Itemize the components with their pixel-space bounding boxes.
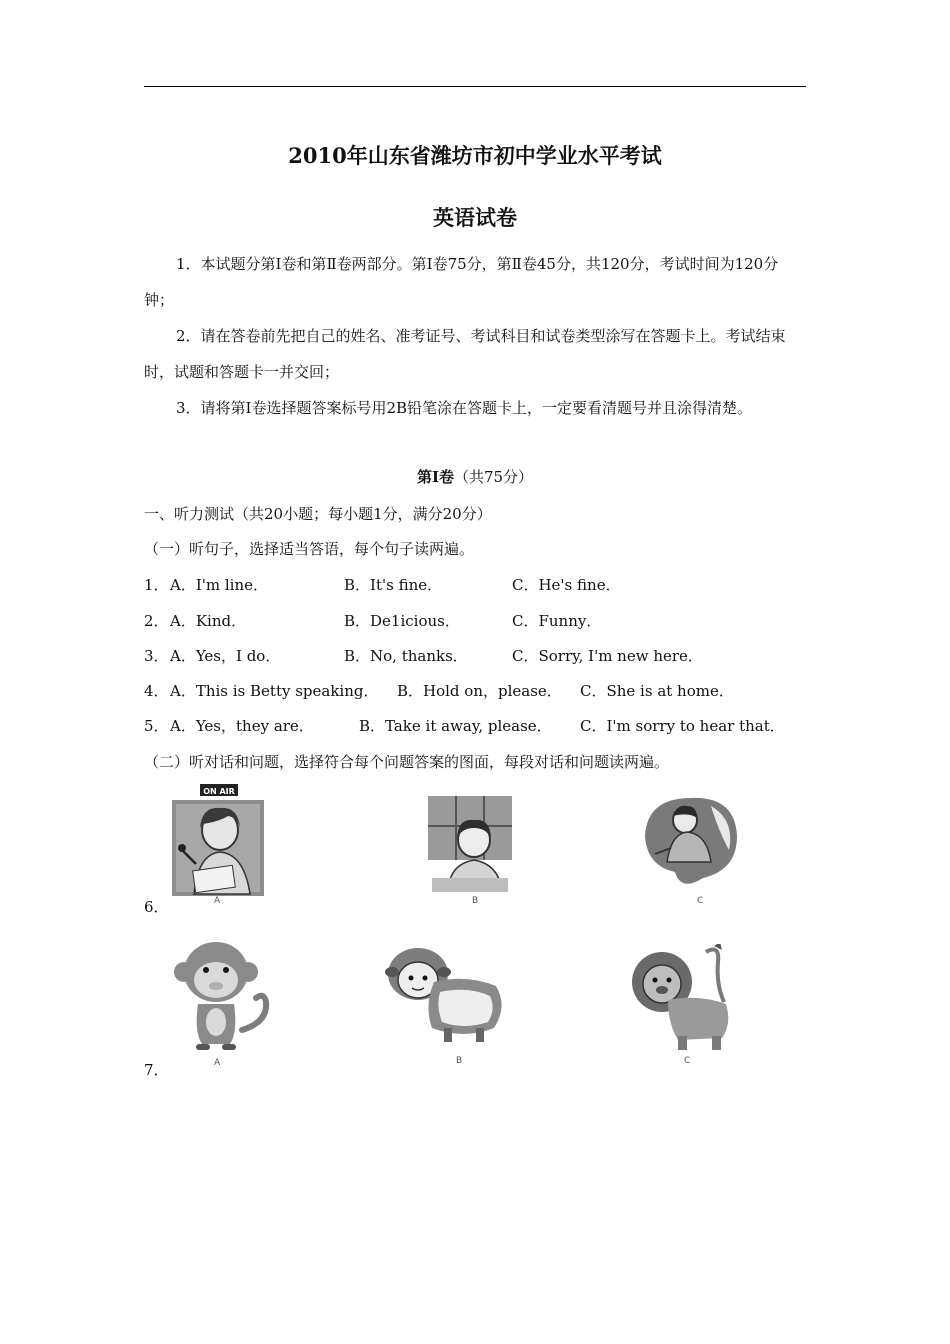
picture-6a-radio-host	[172, 784, 264, 896]
option-b: B．De1icious．	[344, 612, 460, 630]
picture-label: C	[684, 1056, 691, 1066]
instruction-text: 请将第Ⅰ卷选择题答案标号用2B铅笔涂在答题卡上，一定要看清题号并且涂得清楚。	[200, 399, 753, 417]
question-number: 7．	[144, 1061, 169, 1079]
instruction-text: 本试题分第Ⅰ卷和第Ⅱ卷两部分。第Ⅰ卷75分，第Ⅱ卷45分，共120分，考试时间为120分钟；	[144, 255, 779, 309]
question-number: 5．	[144, 717, 169, 735]
listening-sub-2: （二）听对话和问题，选择符合每个问题答案的图面，每段对话和问题读两遍。	[144, 753, 670, 771]
option-a: A．Yes，they are．	[170, 717, 314, 735]
instruction-1	[144, 246, 806, 318]
instruction-number: 3．	[176, 399, 201, 417]
question-number: 4．	[144, 682, 169, 700]
option-c: C．He's fine．	[512, 576, 621, 594]
option-c: C．Sorry, I'm new here．	[512, 647, 703, 665]
option-b: B．Take it away, please．	[359, 717, 552, 735]
option-b: B．No, thanks．	[344, 647, 468, 665]
instruction-text: 请在答卷前先把自己的姓名、准考证号、考试科目和试卷类型涂写在答题卡上。考试结束时，试题和答题卡一并交回；	[144, 327, 786, 381]
part-heading-bold: 第Ⅰ卷	[416, 468, 454, 486]
question-number: 3．	[144, 647, 169, 665]
picture-6c-boy-in-dream	[641, 792, 741, 894]
option-b: B．It's fine．	[344, 576, 443, 594]
question-number: 2．	[144, 612, 169, 630]
picture-7b-sheep	[384, 944, 508, 1048]
listening-sub-1: （一）听句子，选择适当答语，每个句子读两遍。	[144, 540, 475, 558]
picture-7c-lion	[628, 944, 736, 1054]
picture-label: C	[697, 896, 704, 906]
option-c: C．Funny．	[512, 612, 602, 630]
picture-7a-monkey	[172, 940, 276, 1054]
option-a: A．This is Betty speaking．	[170, 682, 379, 700]
question-number: 1．	[144, 576, 169, 594]
option-a: A．Kind．	[170, 612, 247, 630]
exam-subtitle: 英语试卷	[433, 205, 517, 230]
exam-title: 2010年山东省潍坊市初中学业水平考试	[288, 143, 662, 168]
instruction-number: 1．	[176, 255, 201, 273]
listening-section-heading: 一、听力测试（共20小题；每小题1分，满分20分）	[144, 505, 492, 523]
picture-label: A	[214, 1058, 221, 1068]
part-heading-score: （共75分）	[453, 468, 534, 486]
question-number: 6．	[144, 898, 169, 916]
part-heading	[0, 466, 950, 487]
picture-6b-girl-writing	[426, 794, 514, 894]
instruction-3	[144, 390, 806, 426]
option-c: C．She is at home．	[580, 682, 734, 700]
instruction-2	[144, 318, 806, 390]
instruction-number: 2．	[176, 327, 201, 345]
picture-label: A	[214, 896, 221, 906]
picture-label: B	[456, 1056, 463, 1066]
header-rule	[144, 86, 806, 87]
option-a: A．Yes，I do．	[170, 647, 281, 665]
option-b: B．Hold on，please．	[397, 682, 562, 700]
option-a: A．I'm line．	[170, 576, 269, 594]
option-c: C．I'm sorry to hear that．	[580, 717, 785, 735]
on-air-text: ON AIR	[203, 787, 235, 796]
picture-label: B	[472, 896, 479, 906]
